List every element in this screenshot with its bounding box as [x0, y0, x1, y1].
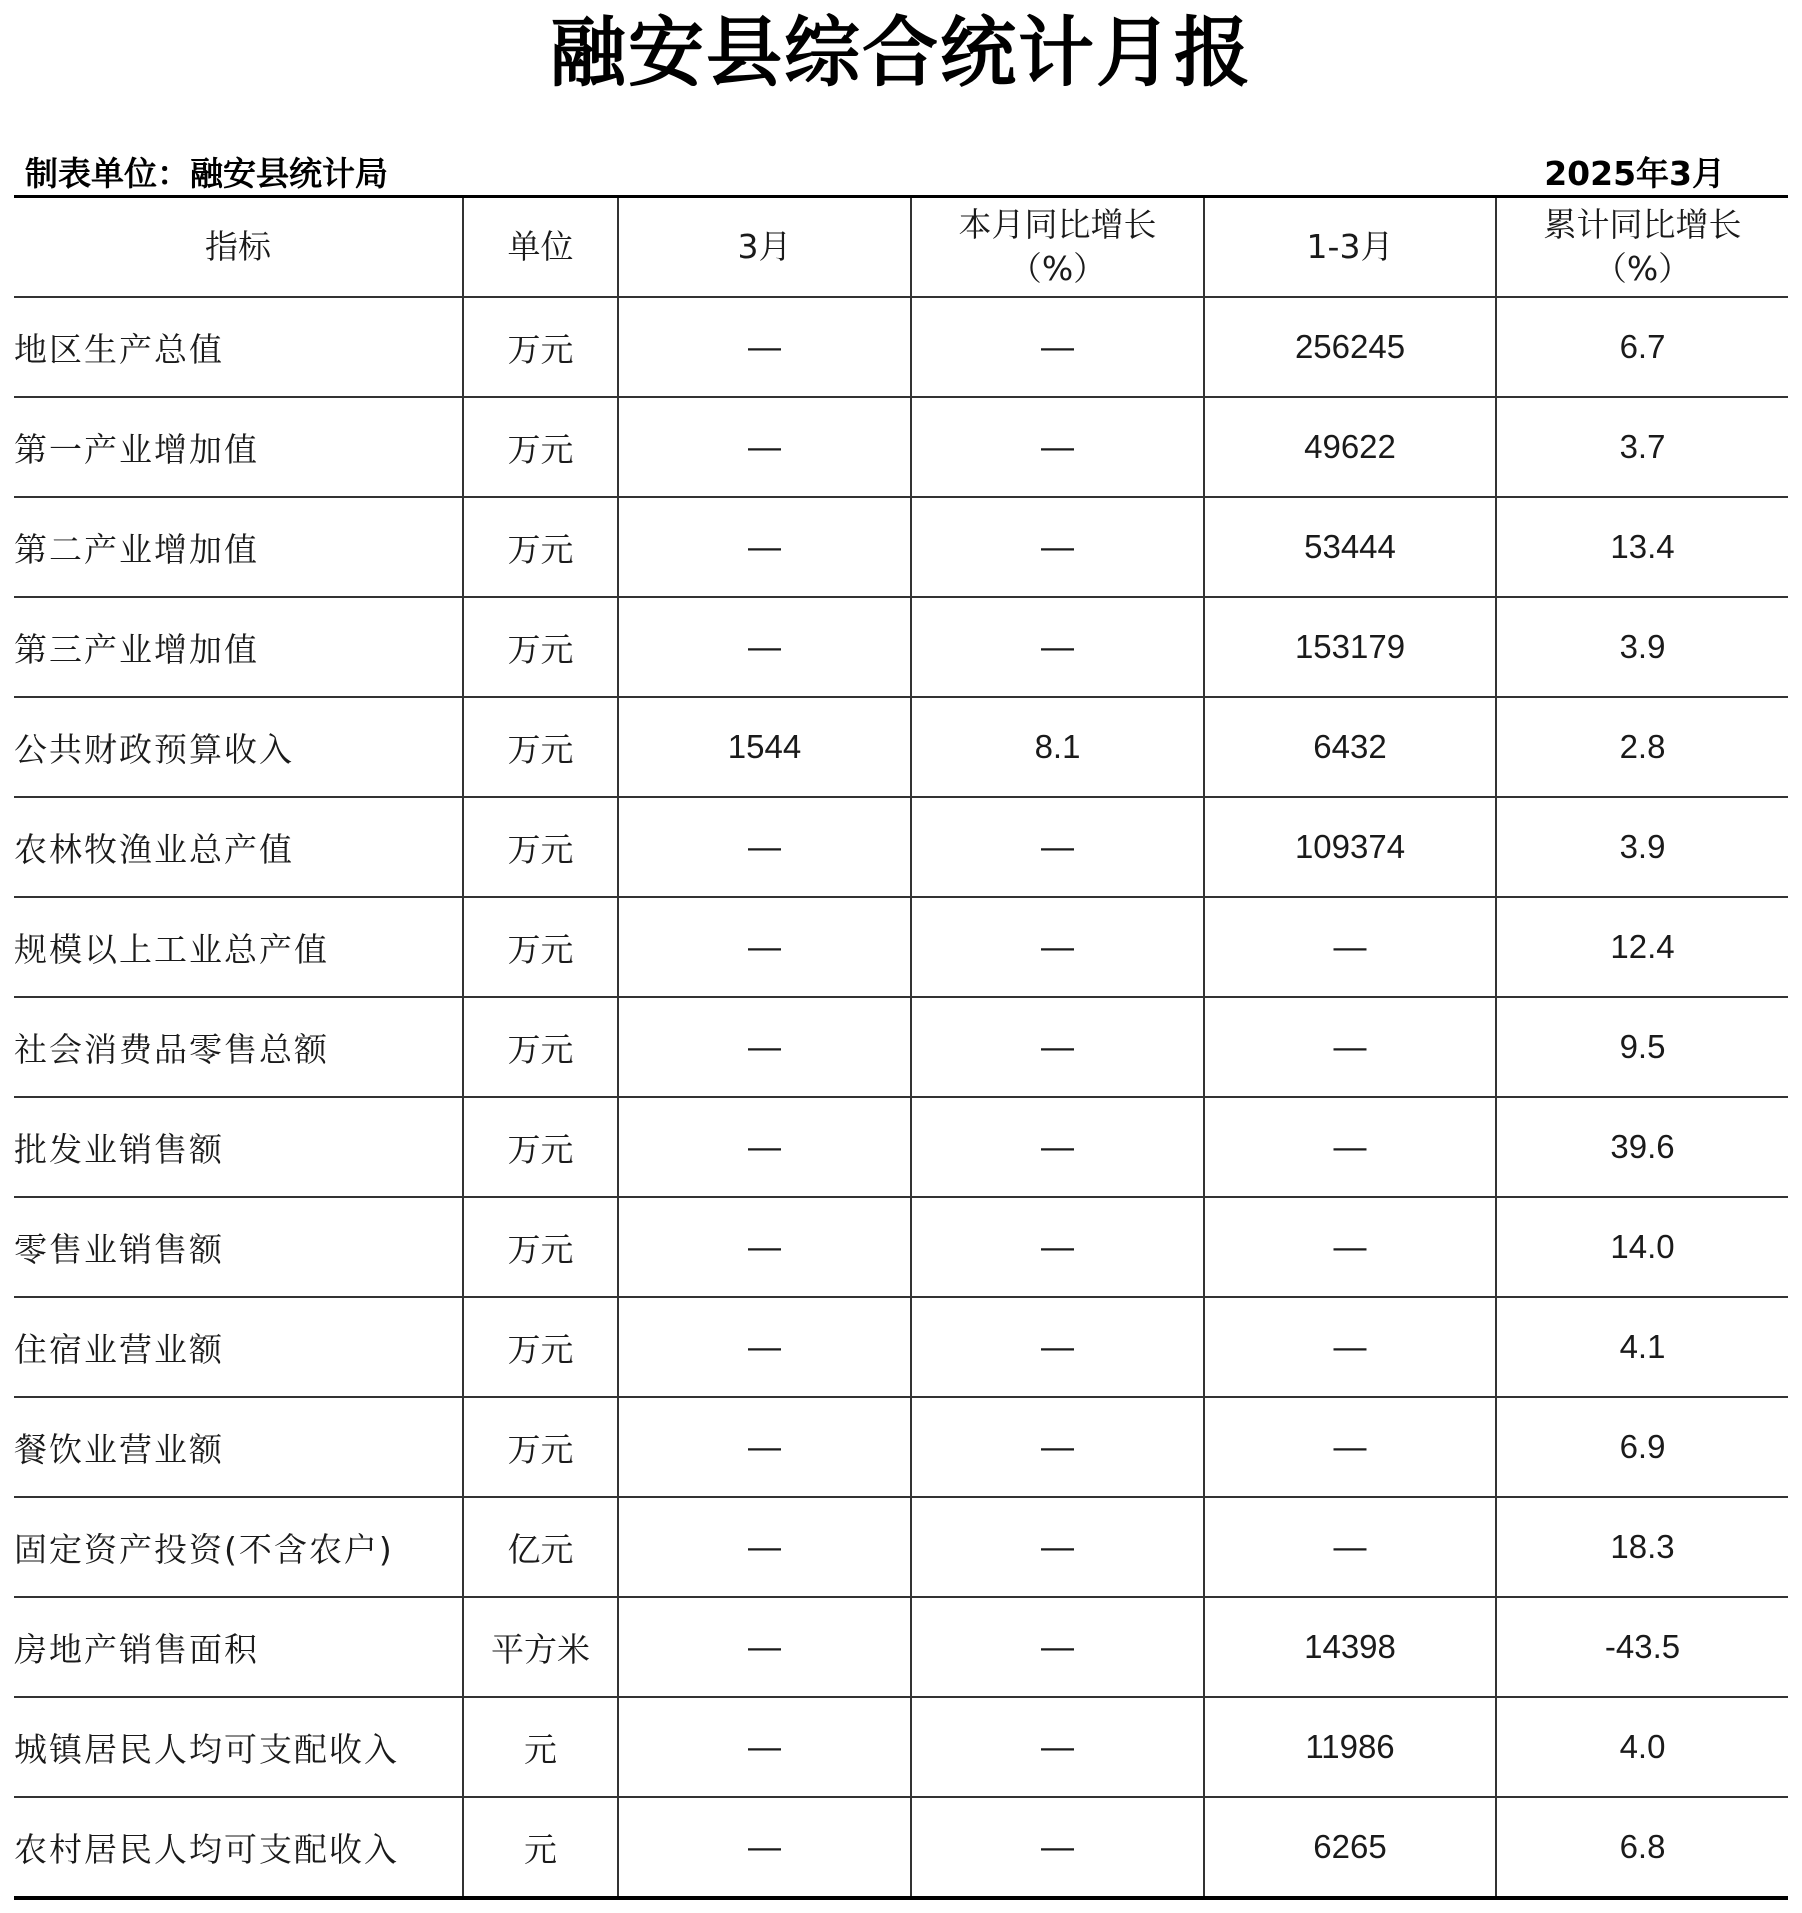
cumulative-yoy-cell: 39.6	[1496, 1097, 1788, 1197]
month-value-cell: —	[618, 497, 911, 597]
cumulative-value-cell: —	[1204, 1397, 1496, 1497]
month-yoy-cell: —	[911, 497, 1204, 597]
indicator-cell: 批发业销售额	[14, 1097, 463, 1197]
cumulative-value-cell: 109374	[1204, 797, 1496, 897]
cumulative-value-cell: —	[1204, 1497, 1496, 1597]
month-yoy-cell: —	[911, 1797, 1204, 1898]
month-yoy-cell: —	[911, 1097, 1204, 1197]
header-cumulative-yoy	[1496, 197, 1788, 298]
month-value-cell: —	[618, 1697, 911, 1797]
indicator-cell: 第二产业增加值	[14, 497, 463, 597]
indicator-cell: 住宿业营业额	[14, 1297, 463, 1397]
indicator-cell: 第三产业增加值	[14, 597, 463, 697]
month-value-cell: —	[618, 597, 911, 697]
indicator-cell: 固定资产投资(不含农户)	[14, 1497, 463, 1597]
cumulative-yoy-cell: 6.8	[1496, 1797, 1788, 1898]
cumulative-yoy-cell: 6.9	[1496, 1397, 1788, 1497]
month-value-cell: —	[618, 1397, 911, 1497]
cumulative-value-cell: 53444	[1204, 497, 1496, 597]
table-row	[14, 897, 1788, 997]
month-value-cell: —	[618, 1297, 911, 1397]
cumulative-value-cell: 6265	[1204, 1797, 1496, 1898]
indicator-cell: 公共财政预算收入	[14, 697, 463, 797]
month-value-cell: —	[618, 1097, 911, 1197]
month-yoy-cell: —	[911, 997, 1204, 1097]
unit-cell: 元	[463, 1797, 618, 1898]
unit-cell: 万元	[463, 297, 618, 397]
indicator-cell: 房地产销售面积	[14, 1597, 463, 1697]
indicator-cell: 农村居民人均可支配收入	[14, 1797, 463, 1898]
header-month-yoy	[911, 197, 1204, 298]
month-yoy-cell: —	[911, 1397, 1204, 1497]
unit-cell: 万元	[463, 1097, 618, 1197]
unit-cell: 万元	[463, 997, 618, 1097]
month-yoy-cell: —	[911, 897, 1204, 997]
month-yoy-cell: —	[911, 1697, 1204, 1797]
month-value-cell: —	[618, 1797, 911, 1898]
cumulative-yoy-cell: 9.5	[1496, 997, 1788, 1097]
cumulative-value-cell: —	[1204, 1097, 1496, 1197]
table-row	[14, 1697, 1788, 1797]
cumulative-value-cell: —	[1204, 1297, 1496, 1397]
cumulative-yoy-cell: 6.7	[1496, 297, 1788, 397]
table-body	[14, 297, 1788, 1898]
header-month-yoy-unit: （%）	[1008, 249, 1107, 288]
unit-cell: 亿元	[463, 1497, 618, 1597]
cumulative-yoy-cell: 3.7	[1496, 397, 1788, 497]
cumulative-value-cell: —	[1204, 1197, 1496, 1297]
indicator-cell: 社会消费品零售总额	[14, 997, 463, 1097]
cumulative-yoy-cell: 12.4	[1496, 897, 1788, 997]
header-indicator: 指标	[14, 197, 463, 298]
cumulative-value-cell: —	[1204, 897, 1496, 997]
table-row	[14, 997, 1788, 1097]
table-header	[14, 197, 1788, 298]
cumulative-yoy-cell: 3.9	[1496, 797, 1788, 897]
table-row	[14, 397, 1788, 497]
indicator-cell: 城镇居民人均可支配收入	[14, 1697, 463, 1797]
table-row	[14, 497, 1788, 597]
month-yoy-cell: —	[911, 397, 1204, 497]
month-yoy-cell: —	[911, 1197, 1204, 1297]
table-row	[14, 797, 1788, 897]
header-month-yoy-label: 本月同比增长	[958, 205, 1157, 244]
month-value-cell: —	[618, 797, 911, 897]
table-row	[14, 1197, 1788, 1297]
unit-cell: 元	[463, 1697, 618, 1797]
indicator-cell: 地区生产总值	[14, 297, 463, 397]
unit-cell: 万元	[463, 1397, 618, 1497]
unit-cell: 万元	[463, 897, 618, 997]
cumulative-yoy-cell: -43.5	[1496, 1597, 1788, 1697]
cumulative-yoy-cell: 18.3	[1496, 1497, 1788, 1597]
unit-cell: 万元	[463, 1297, 618, 1397]
header-month: 3月	[618, 197, 911, 298]
unit-cell: 万元	[463, 597, 618, 697]
unit-cell: 万元	[463, 1197, 618, 1297]
compiling-unit: 制表单位：融安县统计局	[25, 154, 388, 193]
unit-cell: 万元	[463, 697, 618, 797]
indicator-cell: 餐饮业营业额	[14, 1397, 463, 1497]
cumulative-yoy-cell: 14.0	[1496, 1197, 1788, 1297]
month-value-cell: —	[618, 297, 911, 397]
table-row	[14, 697, 1788, 797]
cumulative-value-cell: 153179	[1204, 597, 1496, 697]
table-row	[14, 1397, 1788, 1497]
cumulative-yoy-cell: 13.4	[1496, 497, 1788, 597]
table-row	[14, 1597, 1788, 1697]
month-yoy-cell: —	[911, 1497, 1204, 1597]
unit-cell: 平方米	[463, 1597, 618, 1697]
month-yoy-cell: —	[911, 597, 1204, 697]
cumulative-value-cell: 14398	[1204, 1597, 1496, 1697]
month-yoy-cell: —	[911, 1597, 1204, 1697]
month-yoy-cell: —	[911, 797, 1204, 897]
indicator-cell: 第一产业增加值	[14, 397, 463, 497]
indicator-cell: 农林牧渔业总产值	[14, 797, 463, 897]
header-row	[14, 197, 1788, 298]
month-value-cell: —	[618, 1197, 911, 1297]
cumulative-yoy-cell: 4.1	[1496, 1297, 1788, 1397]
month-yoy-cell: 8.1	[911, 697, 1204, 797]
header-cumulative: 1-3月	[1204, 197, 1496, 298]
month-value-cell: —	[618, 1597, 911, 1697]
month-value-cell: —	[618, 1497, 911, 1597]
unit-cell: 万元	[463, 397, 618, 497]
cumulative-value-cell: 256245	[1204, 297, 1496, 397]
month-value-cell: 1544	[618, 697, 911, 797]
report-period: 2025年3月	[1544, 154, 1725, 193]
cumulative-yoy-cell: 4.0	[1496, 1697, 1788, 1797]
month-yoy-cell: —	[911, 1297, 1204, 1397]
cumulative-yoy-cell: 2.8	[1496, 697, 1788, 797]
table-row	[14, 597, 1788, 697]
header-unit: 单位	[463, 197, 618, 298]
table-row	[14, 1297, 1788, 1397]
month-yoy-cell: —	[911, 297, 1204, 397]
cumulative-value-cell: —	[1204, 997, 1496, 1097]
indicator-cell: 零售业销售额	[14, 1197, 463, 1297]
header-cumulative-yoy-unit: （%）	[1593, 249, 1692, 288]
cumulative-value-cell: 11986	[1204, 1697, 1496, 1797]
table-row	[14, 1797, 1788, 1898]
cumulative-value-cell: 6432	[1204, 697, 1496, 797]
report-title: 融安县综合统计月报	[550, 8, 1252, 97]
unit-cell: 万元	[463, 797, 618, 897]
indicator-cell: 规模以上工业总产值	[14, 897, 463, 997]
month-value-cell: —	[618, 897, 911, 997]
month-value-cell: —	[618, 997, 911, 1097]
statistics-table	[14, 195, 1788, 1900]
month-value-cell: —	[618, 397, 911, 497]
table-row	[14, 297, 1788, 397]
unit-cell: 万元	[463, 497, 618, 597]
table-row	[14, 1497, 1788, 1597]
cumulative-yoy-cell: 3.9	[1496, 597, 1788, 697]
cumulative-value-cell: 49622	[1204, 397, 1496, 497]
table-row	[14, 1097, 1788, 1197]
header-cumulative-yoy-label: 累计同比增长	[1543, 205, 1742, 244]
